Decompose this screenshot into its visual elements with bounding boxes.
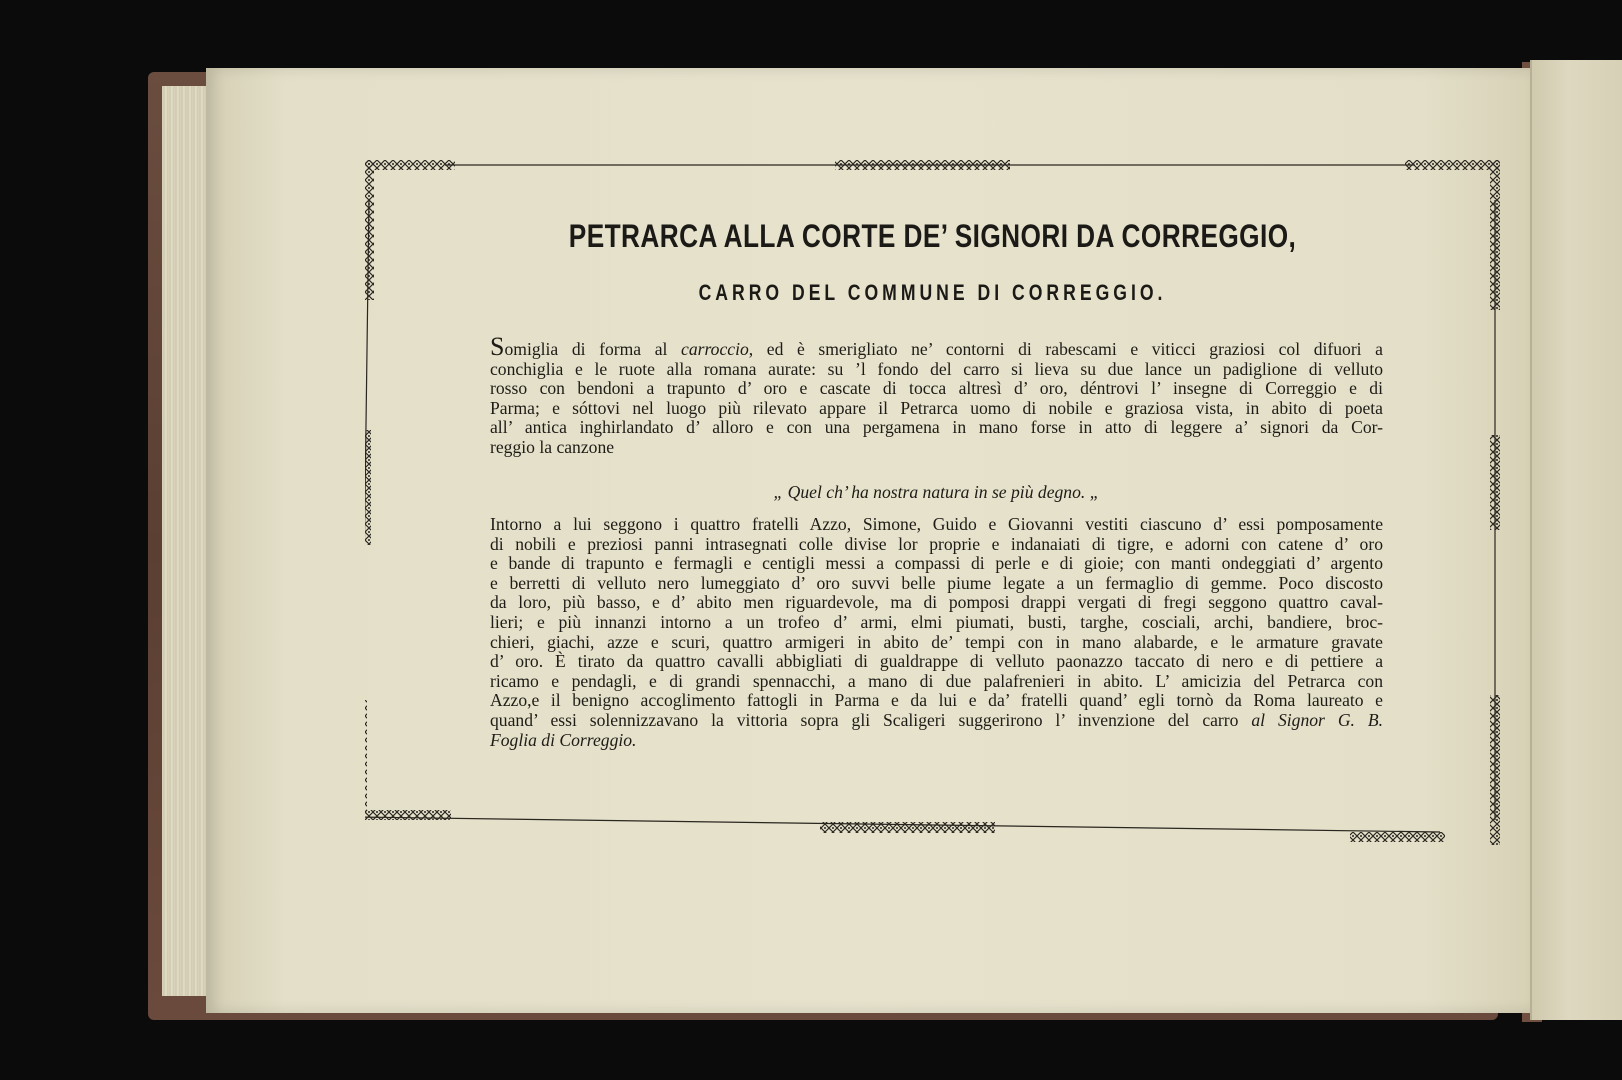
ornamental-border — [365, 160, 1500, 855]
paragraph-1-line: Parma; e sóttovi nel luogo più rilevato appare il Petrarca uomo di nobile e graziosa vista, in abito di poeta — [490, 397, 1383, 418]
paragraph-1 — [490, 332, 1383, 458]
paragraph-2-line: Intorno a lui seggono i quattro fratelli Azzo, Simone, Guido e Giovanni vestiti ciascuno d’ essi pomposamente — [490, 514, 1383, 534]
paragraph-2-line: quand’ essi solennizzavano la vittoria sopra gli Scaligeri suggerirono l’ invenzione del carro al Signor G. B. — [490, 709, 1383, 730]
paragraph-2-line: e bande di trapunto e fermagli e centigli messi a compassi di perle e di gioie; con manti ondeggiati d’ argento — [490, 553, 1383, 574]
page-title: PETRARCA ALLA CORTE DE’ SIGNORI DA CORREGGIO, — [568, 218, 1297, 254]
paragraph-2-line: Foglia di Correggio. — [490, 729, 637, 750]
paragraph-2-line: da loro, più basso, e d’ abito men riguardevole, ma di pomposi drappi vergati di fregi seggono quattro caval- — [490, 592, 1383, 613]
paragraph-2-line: lieri; e più innanzi intorno a un trofeo d’ armi, elmi piumati, busti, targhe, cosciali, archi, bandiere, broc- — [490, 611, 1383, 632]
next-page-edge — [1530, 60, 1622, 1020]
paragraph-1-line: all’ antica inghirlandato d’ alloro e con una pergamena in mano forse in atto di leggere a’ signori da Cor- — [490, 417, 1383, 438]
quoted-verse: „ Quel ch’ ha nostra natura in se più degno. „ — [773, 482, 1100, 502]
drop-cap: S — [490, 332, 505, 361]
paragraph-1-line: conchiglia e le ruote alla romana aurate: su ’l fondo del carro si lieva su due lance un padiglione di velluto — [490, 358, 1383, 379]
paragraph-2-line: Azzo,e il benigno accoglimento fattogli in Parma e da lui e da’ fratelli quand’ egli tornò da Roma laureato e — [490, 690, 1383, 711]
paragraph-1-line: Somiglia di forma al carroccio, ed è smerigliato ne’ contorni di rabescami e viticci graziosi col difuori a — [490, 332, 1383, 361]
paragraph-2-line: ricamo e pendagli, e di grandi spennacchi, a mano di due palafrenieri in abito. L’ amicizia del Petrarca con — [490, 670, 1383, 691]
page-subtitle: CARRO DEL COMMUNE DI CORREGGIO. — [698, 280, 1167, 305]
ornamental-border-svg — [365, 160, 1500, 855]
paragraph-2-line: d’ oro. È tirato da quattro cavalli abbigliati di gualdrappe di velluto paonazzo taccato di nero e di pettiere a — [490, 651, 1383, 672]
paragraph-1-line: rosso con bendoni a trapunto d’ oro e cascate di tocca altresì d’ oro, déntrovi l’ insegne di Correggio e di — [490, 378, 1383, 399]
paragraph-2 — [490, 515, 1383, 750]
paragraph-2-line: di nobili e preziosi panni intrasegnati colle divise lor proprie e indanaiati di tigre, e adorni con catene d’ oro — [490, 533, 1383, 554]
paragraph-2-line: e berretti di velluto nero lumeggiato d’ oro suvvi belle piume legate a un fermaglio di gemme. Poco discosto — [490, 572, 1383, 593]
paragraph-1-line: reggio la canzone — [490, 436, 615, 457]
paragraph-2-line: chieri, giachi, azze e scuri, quattro armigeri in abito de’ tempi con in mano alabarde, e le armature gravate — [490, 631, 1383, 652]
